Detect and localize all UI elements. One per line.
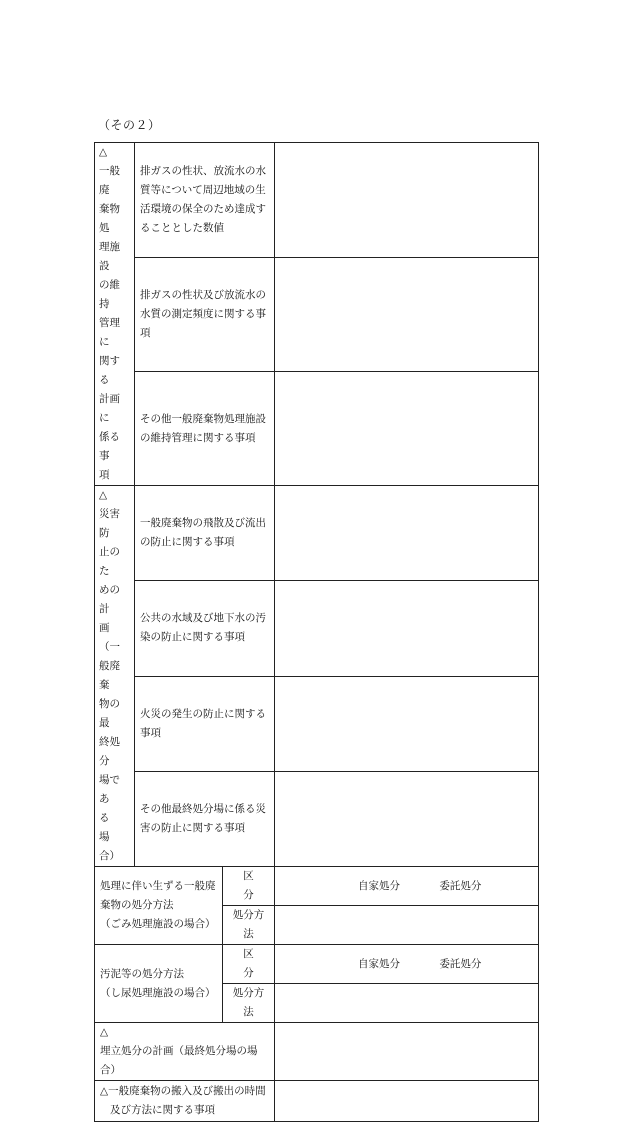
transport-label-cell: [95, 1081, 275, 1122]
value-field[interactable]: [275, 771, 539, 866]
value-field[interactable]: [275, 372, 539, 486]
item-line: その他最終処分場に係る災: [140, 802, 266, 815]
value-field[interactable]: [275, 486, 539, 581]
item-line: 項: [140, 327, 151, 340]
label-line: 及び方法に関する事項: [110, 1104, 215, 1116]
category-line: △: [99, 489, 108, 501]
disaster-row-1: [95, 486, 539, 581]
value-field[interactable]: [275, 581, 539, 676]
label-line: 棄物の処分方法: [100, 899, 174, 911]
transport-row: [95, 1081, 539, 1122]
label-line: △: [100, 1026, 109, 1038]
disposal-method-label: 処分方法: [223, 906, 275, 945]
disaster-row-2: [95, 581, 539, 676]
category-line: 災害防: [99, 508, 120, 539]
disaster-row-4: [95, 771, 539, 866]
sludge-disposal-label-cell: [95, 945, 223, 1023]
maintenance-row-3: [95, 372, 539, 486]
category-line: 計画に: [99, 393, 120, 424]
sub-category-label: 区 分: [223, 867, 275, 906]
value-field[interactable]: [275, 1081, 539, 1122]
category-line: 関する: [99, 355, 120, 386]
maintenance-category-cell: [95, 143, 135, 486]
category-line: 終処分: [99, 736, 120, 767]
self-disposal-option[interactable]: 自家処分: [358, 879, 400, 892]
label-line: 埋立処分の計画（最終処分場の場合）: [100, 1045, 258, 1076]
landfill-plan-label-cell: [95, 1023, 275, 1081]
application-form-table: [94, 142, 539, 1122]
item-line: 質等について周辺地域の生: [140, 184, 266, 197]
item-line: の防止に関する事項: [140, 536, 235, 549]
value-field[interactable]: [275, 1023, 539, 1081]
item-line: その他一般廃棄物処理施設: [140, 412, 266, 425]
item-label-cell: [135, 143, 275, 258]
item-line: 排ガスの性状及び放流水の: [140, 289, 266, 302]
item-line: 染の防止に関する事項: [140, 631, 245, 644]
label-line: （ごみ処理施設の場合）: [100, 918, 216, 930]
sub-category-label: 区 分: [223, 945, 275, 984]
category-line: の維持: [99, 279, 120, 310]
category-line: 画（一: [99, 622, 120, 653]
maintenance-row-2: [95, 258, 539, 372]
maintenance-row-1: [95, 143, 539, 258]
item-label-cell: [135, 771, 275, 866]
value-field[interactable]: [275, 258, 539, 372]
category-line: 棄物処: [99, 203, 120, 234]
consigned-disposal-option[interactable]: 委託処分: [439, 957, 482, 970]
label-line: 処理に伴い生ずる一般廃: [100, 880, 216, 892]
label-line: （し尿処理施設の場合）: [100, 986, 216, 999]
value-field[interactable]: [275, 143, 539, 258]
landfill-plan-row: [95, 1023, 539, 1081]
item-line: 一般廃棄物の飛散及び流出: [140, 517, 266, 530]
item-line: 事項: [140, 726, 161, 739]
category-line: 物の最: [99, 698, 120, 729]
disposal-type-options: [275, 945, 539, 984]
garbage-disposal-label-cell: [95, 867, 223, 945]
item-label-cell: [135, 486, 275, 581]
garbage-disposal-row-1: [95, 867, 539, 906]
item-line: 排ガスの性状、放流水の水: [140, 165, 266, 178]
item-line: 公共の水域及び地下水の汚: [140, 612, 266, 625]
item-line: 火災の発生の防止に関する: [140, 707, 266, 720]
item-label-cell: [135, 676, 275, 771]
value-field[interactable]: [275, 676, 539, 771]
category-line: 場であ: [99, 774, 120, 805]
category-line: 理施設: [99, 241, 120, 272]
sludge-disposal-row-1: [95, 945, 539, 984]
category-line: 般廃棄: [99, 660, 120, 691]
item-line: 害の防止に関する事項: [140, 821, 245, 834]
category-line: 合）: [99, 850, 120, 862]
item-line: 活環境の保全のため達成す: [140, 203, 266, 216]
disposal-method-field[interactable]: [275, 984, 539, 1023]
category-line: 止のた: [99, 546, 120, 577]
item-line: 水質の測定頻度に関する事: [140, 308, 266, 321]
consigned-disposal-option[interactable]: 委託処分: [439, 879, 482, 892]
self-disposal-option[interactable]: 自家処分: [358, 957, 400, 970]
page-label: （その２）: [98, 118, 161, 132]
disaster-row-3: [95, 676, 539, 771]
category-line: る 場: [99, 812, 120, 843]
category-line: 係る事: [99, 431, 120, 462]
label-line: △一般廃棄物の搬入及び搬出の時間: [100, 1085, 266, 1097]
item-line: ることとした数値: [140, 222, 224, 235]
disposal-method-label: 処分方法: [223, 984, 275, 1023]
category-line: 管理に: [99, 317, 120, 348]
disaster-category-cell: [95, 486, 135, 867]
item-label-cell: [135, 258, 275, 372]
category-line: めの計: [99, 584, 120, 615]
item-label-cell: [135, 372, 275, 486]
item-line: の維持管理に関する事項: [140, 431, 256, 444]
label-line: 汚泥等の処分方法: [100, 967, 184, 980]
category-line: 項: [99, 469, 110, 481]
item-label-cell: [135, 581, 275, 676]
disposal-type-options: [275, 867, 539, 906]
disposal-method-field[interactable]: [275, 906, 539, 945]
category-line: 一般廃: [99, 165, 120, 196]
category-line: △: [99, 146, 108, 158]
